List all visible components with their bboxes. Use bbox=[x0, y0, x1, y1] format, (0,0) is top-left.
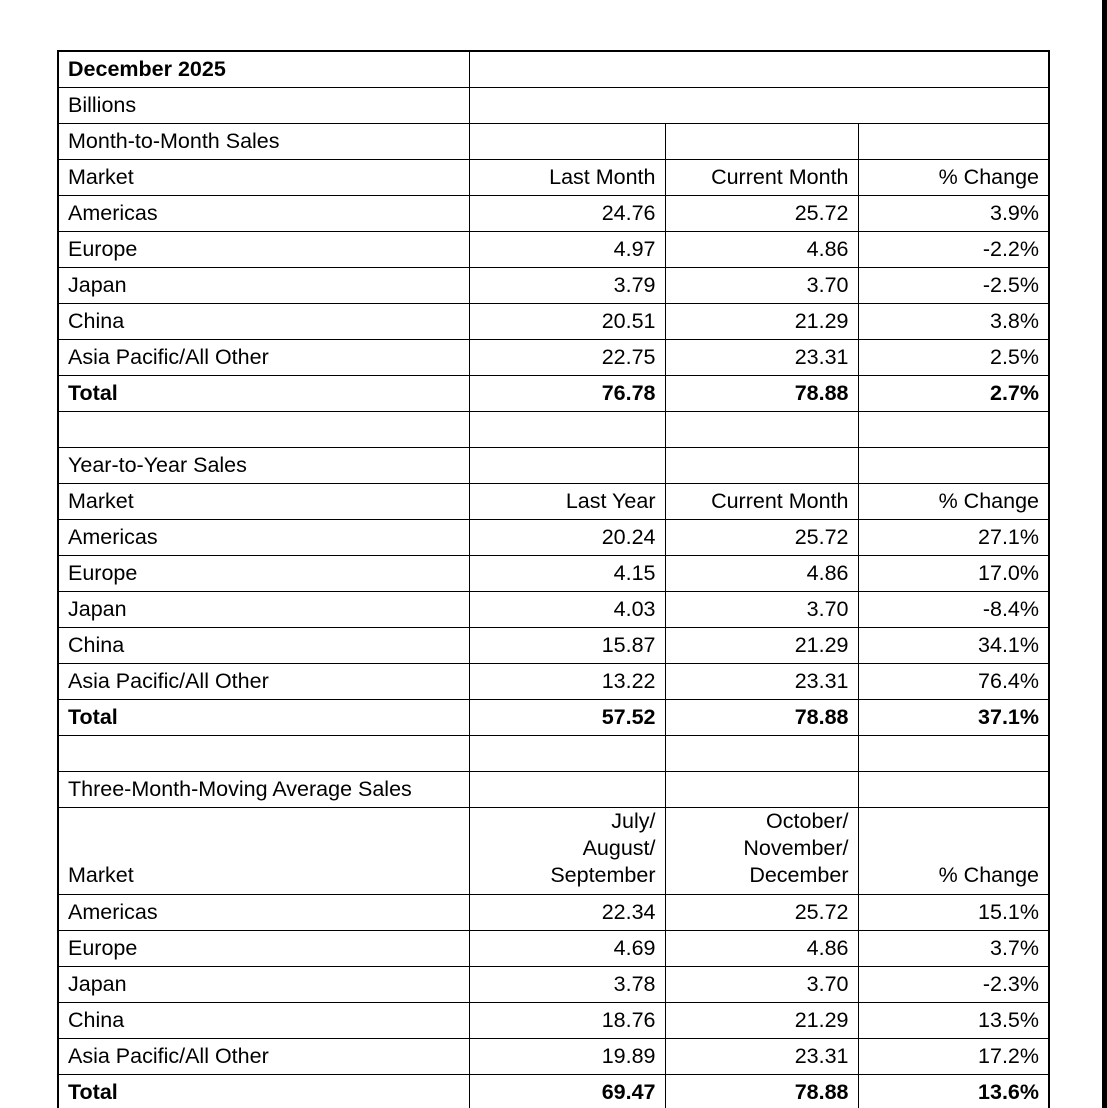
empty-cell bbox=[58, 412, 469, 448]
column-header-market: Market bbox=[58, 808, 469, 895]
sales-table bbox=[57, 50, 1050, 1108]
report-title-row bbox=[58, 51, 1049, 88]
units-row bbox=[58, 88, 1049, 124]
report-title: December 2025 bbox=[58, 51, 469, 88]
section-title-row bbox=[58, 772, 1049, 808]
market-cell: China bbox=[58, 304, 469, 340]
pct-cell: 76.4% bbox=[858, 664, 1049, 700]
value-cell: 21.29 bbox=[665, 628, 858, 664]
column-header-v2: October/ November/ December bbox=[665, 808, 858, 895]
value-cell: 3.70 bbox=[665, 268, 858, 304]
pct-cell: 3.8% bbox=[858, 304, 1049, 340]
value-cell: 22.34 bbox=[469, 895, 665, 931]
pct-cell: 3.9% bbox=[858, 196, 1049, 232]
section-title-row bbox=[58, 124, 1049, 160]
empty-cell bbox=[469, 772, 665, 808]
pct-cell: 13.5% bbox=[858, 1003, 1049, 1039]
column-header-v2: Current Month bbox=[665, 484, 858, 520]
table-row bbox=[58, 196, 1049, 232]
value-cell: 78.88 bbox=[665, 376, 858, 412]
market-cell: Asia Pacific/All Other bbox=[58, 664, 469, 700]
value-cell: 24.76 bbox=[469, 196, 665, 232]
value-cell: 25.72 bbox=[665, 895, 858, 931]
column-header-market: Market bbox=[58, 484, 469, 520]
market-cell: Europe bbox=[58, 232, 469, 268]
section-title: Month-to-Month Sales bbox=[58, 124, 469, 160]
empty-cell bbox=[469, 124, 665, 160]
value-cell: 4.69 bbox=[469, 931, 665, 967]
value-cell: 23.31 bbox=[665, 1039, 858, 1075]
value-cell: 69.47 bbox=[469, 1075, 665, 1108]
value-cell: 4.97 bbox=[469, 232, 665, 268]
value-cell: 21.29 bbox=[665, 304, 858, 340]
market-cell: Europe bbox=[58, 556, 469, 592]
table-row bbox=[58, 340, 1049, 376]
value-cell: 76.78 bbox=[469, 376, 665, 412]
table-row bbox=[58, 664, 1049, 700]
market-cell: Total bbox=[58, 700, 469, 736]
empty-cell bbox=[858, 448, 1049, 484]
value-cell: 15.87 bbox=[469, 628, 665, 664]
empty-cell bbox=[858, 736, 1049, 772]
market-cell: Japan bbox=[58, 592, 469, 628]
value-cell: 19.89 bbox=[469, 1039, 665, 1075]
empty-cell bbox=[858, 124, 1049, 160]
empty-cell bbox=[858, 772, 1049, 808]
value-cell: 3.70 bbox=[665, 592, 858, 628]
table-row bbox=[58, 931, 1049, 967]
empty-cell bbox=[469, 448, 665, 484]
pct-cell: 2.7% bbox=[858, 376, 1049, 412]
pct-cell: -2.2% bbox=[858, 232, 1049, 268]
empty-cell bbox=[469, 736, 665, 772]
units-label: Billions bbox=[58, 88, 469, 124]
empty-cell bbox=[665, 412, 858, 448]
table-row bbox=[58, 268, 1049, 304]
market-cell: Asia Pacific/All Other bbox=[58, 340, 469, 376]
value-cell: 20.51 bbox=[469, 304, 665, 340]
value-cell: 4.86 bbox=[665, 931, 858, 967]
value-cell: 21.29 bbox=[665, 1003, 858, 1039]
empty-cell bbox=[858, 412, 1049, 448]
market-cell: Japan bbox=[58, 268, 469, 304]
empty-cell bbox=[58, 736, 469, 772]
table-row bbox=[58, 232, 1049, 268]
value-cell: 4.86 bbox=[665, 232, 858, 268]
table-row bbox=[58, 895, 1049, 931]
market-cell: Total bbox=[58, 376, 469, 412]
empty-cell bbox=[469, 412, 665, 448]
pct-cell: 17.2% bbox=[858, 1039, 1049, 1075]
market-cell: Americas bbox=[58, 895, 469, 931]
pct-cell: -2.3% bbox=[858, 967, 1049, 1003]
column-header-v1: Last Month bbox=[469, 160, 665, 196]
column-header-v2: Current Month bbox=[665, 160, 858, 196]
value-cell: 23.31 bbox=[665, 664, 858, 700]
pct-cell: 13.6% bbox=[858, 1075, 1049, 1108]
pct-cell: 37.1% bbox=[858, 700, 1049, 736]
market-cell: Japan bbox=[58, 967, 469, 1003]
value-cell: 13.22 bbox=[469, 664, 665, 700]
empty-cell bbox=[665, 772, 858, 808]
pct-cell: 3.7% bbox=[858, 931, 1049, 967]
value-cell: 4.03 bbox=[469, 592, 665, 628]
empty-cell bbox=[665, 736, 858, 772]
value-cell: 78.88 bbox=[665, 700, 858, 736]
market-cell: Europe bbox=[58, 931, 469, 967]
value-cell: 78.88 bbox=[665, 1075, 858, 1108]
total-row bbox=[58, 700, 1049, 736]
value-cell: 20.24 bbox=[469, 520, 665, 556]
table-row bbox=[58, 556, 1049, 592]
empty-cell bbox=[665, 124, 858, 160]
column-header-pct: % Change bbox=[858, 160, 1049, 196]
spacer-row bbox=[58, 736, 1049, 772]
screen-right-edge-line bbox=[1102, 0, 1107, 1108]
pct-cell: 2.5% bbox=[858, 340, 1049, 376]
table-row bbox=[58, 592, 1049, 628]
value-cell: 3.70 bbox=[665, 967, 858, 1003]
section-title: Three-Month-Moving Average Sales bbox=[58, 772, 469, 808]
header-row bbox=[58, 484, 1049, 520]
value-cell: 22.75 bbox=[469, 340, 665, 376]
header-row bbox=[58, 808, 1049, 895]
value-cell: 23.31 bbox=[665, 340, 858, 376]
value-cell: 25.72 bbox=[665, 520, 858, 556]
column-header-v1: July/ August/ September bbox=[469, 808, 665, 895]
table-row bbox=[58, 304, 1049, 340]
value-cell: 57.52 bbox=[469, 700, 665, 736]
value-cell: 3.79 bbox=[469, 268, 665, 304]
pct-cell: -2.5% bbox=[858, 268, 1049, 304]
column-header-pct: % Change bbox=[858, 484, 1049, 520]
value-cell: 18.76 bbox=[469, 1003, 665, 1039]
market-cell: China bbox=[58, 628, 469, 664]
value-cell: 3.78 bbox=[469, 967, 665, 1003]
table-row bbox=[58, 1003, 1049, 1039]
market-cell: Asia Pacific/All Other bbox=[58, 1039, 469, 1075]
table-row bbox=[58, 520, 1049, 556]
table-row bbox=[58, 628, 1049, 664]
column-header-pct: % Change bbox=[858, 808, 1049, 895]
value-cell: 4.15 bbox=[469, 556, 665, 592]
value-cell: 4.86 bbox=[665, 556, 858, 592]
pct-cell: 34.1% bbox=[858, 628, 1049, 664]
pct-cell: 27.1% bbox=[858, 520, 1049, 556]
pct-cell: -8.4% bbox=[858, 592, 1049, 628]
market-cell: China bbox=[58, 1003, 469, 1039]
empty-cell bbox=[665, 448, 858, 484]
section-title: Year-to-Year Sales bbox=[58, 448, 469, 484]
total-row bbox=[58, 1075, 1049, 1108]
empty-cell bbox=[469, 88, 1049, 124]
pct-cell: 17.0% bbox=[858, 556, 1049, 592]
table-row bbox=[58, 967, 1049, 1003]
empty-cell bbox=[469, 51, 1049, 88]
header-row bbox=[58, 160, 1049, 196]
spacer-row bbox=[58, 412, 1049, 448]
column-header-market: Market bbox=[58, 160, 469, 196]
total-row bbox=[58, 376, 1049, 412]
market-cell: Total bbox=[58, 1075, 469, 1108]
market-cell: Americas bbox=[58, 520, 469, 556]
table-row bbox=[58, 1039, 1049, 1075]
column-header-v1: Last Year bbox=[469, 484, 665, 520]
market-cell: Americas bbox=[58, 196, 469, 232]
section-title-row bbox=[58, 448, 1049, 484]
value-cell: 25.72 bbox=[665, 196, 858, 232]
pct-cell: 15.1% bbox=[858, 895, 1049, 931]
